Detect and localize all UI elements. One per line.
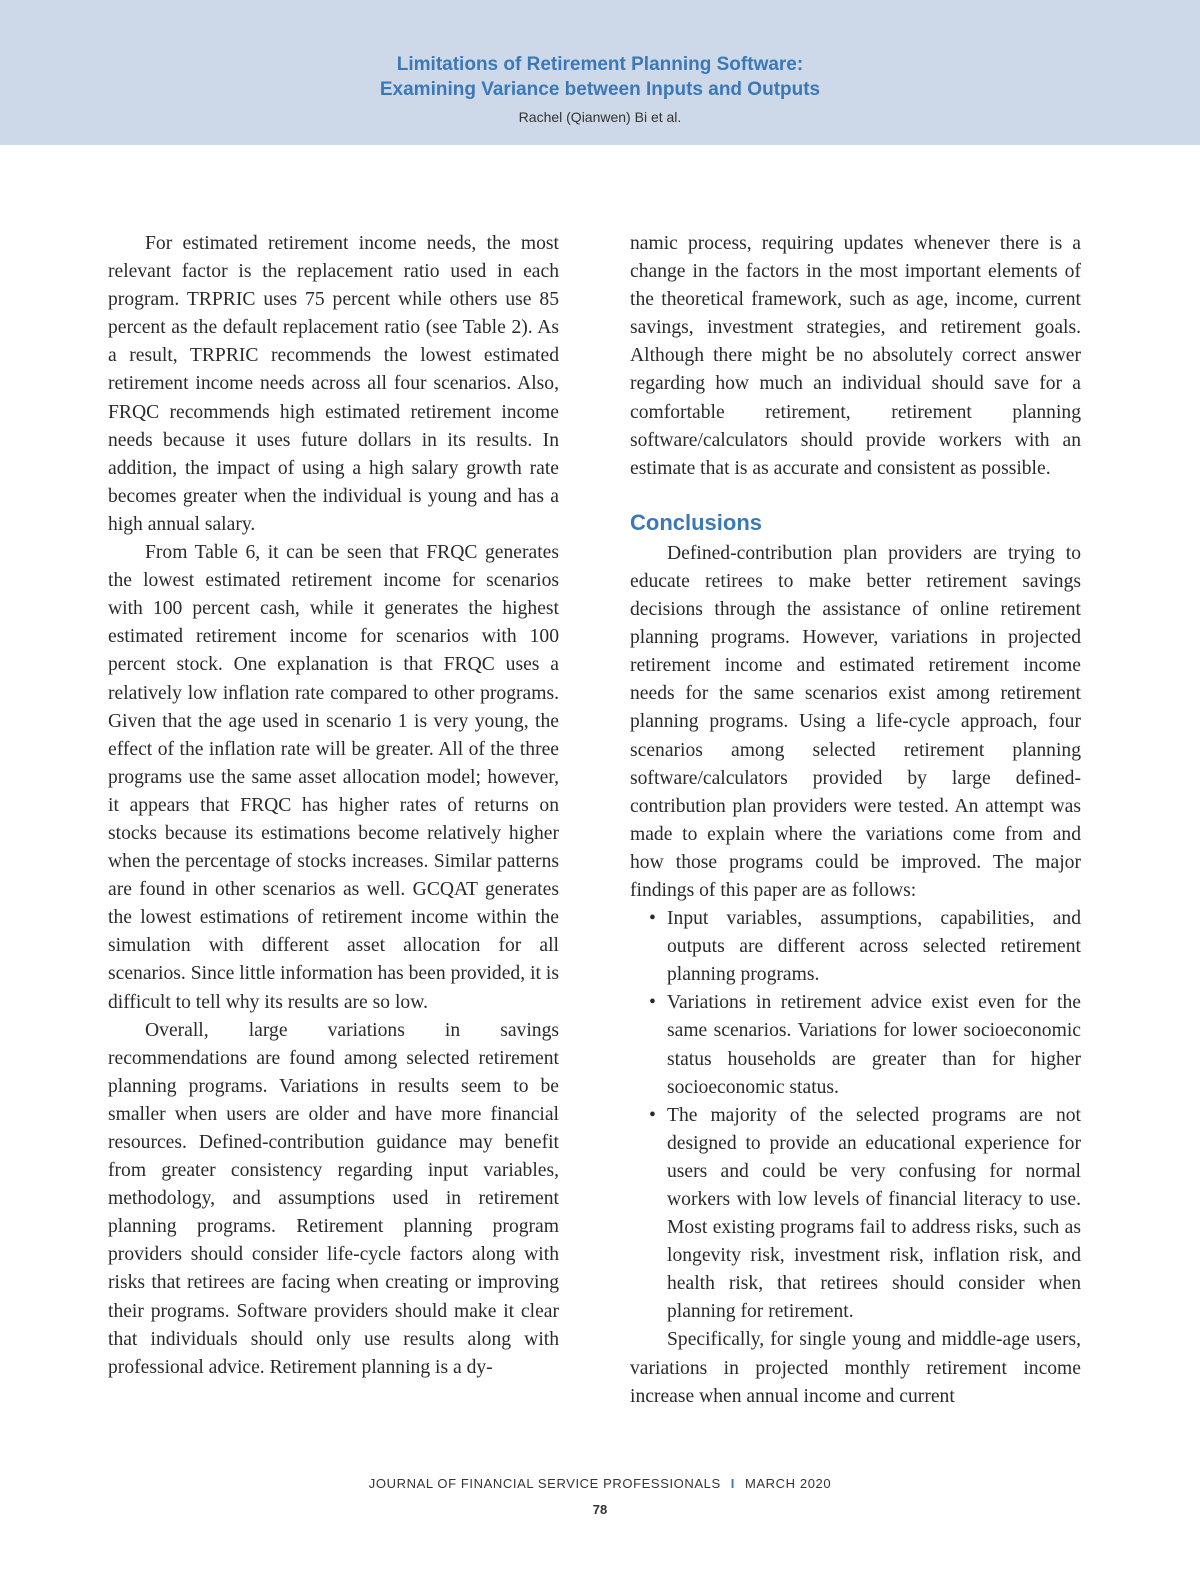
list-item-text: Variations in retirement advice exist even for the same scenarios. Variations for lower socioeconomic status households are greater than for higher socioeconomic status. xyxy=(667,992,1081,1098)
body-paragraph-continued: namic process, requiring updates whenever there is a change in the factors in the most important elements of the theoretical framework, such as age, income, current savings, investment strategies, and retirement goals. Although there might be no absolutely correct answer regarding how much an individual should save for a comfortable retirement, retirement planning software/calculators should provide workers with an estimate that is as accurate and consistent as possible. xyxy=(630,233,1081,479)
journal-name: JOURNAL OF FINANCIAL SERVICE PROFESSIONALS xyxy=(368,1476,721,1491)
running-authors: Rachel (Qianwen) Bi et al. xyxy=(518,109,682,125)
running-title-line-2: Examining Variance between Inputs and Outputs xyxy=(379,79,821,100)
footer-journal-line xyxy=(0,1476,1200,1491)
issue-date: MARCH 2020 xyxy=(744,1476,832,1491)
page-number: 78 xyxy=(592,1502,608,1517)
section-heading-conclusions: Conclusions xyxy=(630,509,763,535)
list-item-text: Input variables, assumptions, capabilities, and outputs are different across selected retirement planning programs. xyxy=(667,908,1081,986)
body-paragraph: Overall, large variations in savings recommendations are found among selected retirement planning programs. Variations in results seem to be smaller when users are older and have more financial resources. Defined-contribution guidance may benefit from greater consistency regarding input variables, methodology, and assumptions used in retirement planning programs. Retirement planning program providers should consider life-cycle factors along with risks that retirees are facing when creating or improving their programs. Software providers should make it clear that individuals should only use results along with professional advice. Retirement planning is a dy- xyxy=(108,1019,559,1378)
bullet-icon: • xyxy=(649,992,656,1014)
list-item xyxy=(630,905,1081,989)
running-title-line-1: Limitations of Retirement Planning Software: xyxy=(396,54,804,75)
footer-separator: I xyxy=(730,1476,735,1491)
left-column xyxy=(108,230,559,1382)
bullet-icon: • xyxy=(649,908,656,930)
running-title xyxy=(0,52,1200,102)
body-paragraph: Defined-contribution plan providers are trying to educate retirees to make better retirement savings decisions through the assistance of online retirement planning programs. However, variations in projected retirement income and estimated retirement income needs for the same scenarios exist among retirement planning programs. Using a life-cycle approach, four scenarios among selected retirement planning software/calculators provided by large defined-contribution plan providers were tested. An attempt was made to explain where the variations come from and how those programs could be improved. The major findings of this paper are as follows: xyxy=(630,542,1081,901)
body-paragraph: Specifically, for single young and middle-age users, variations in projected monthly retirement income increase when annual income and current xyxy=(630,1329,1081,1407)
list-item xyxy=(630,1102,1081,1327)
body-paragraph: For estimated retirement income needs, the most relevant factor is the replacement ratio used in each program. TRPRIC uses 75 percent while others use 85 percent as the default replacement ratio (see Table 2). As a result, TRPRIC recommends the lowest estimated retirement income needs across all four scenarios. Also, FRQC recommends high estimated retirement income needs because it uses future dollars in its results. In addition, the impact of using a high salary growth rate becomes greater when the individual is young and has a high annual salary. xyxy=(108,233,559,535)
right-column xyxy=(630,230,1081,1411)
body-paragraph: From Table 6, it can be seen that FRQC generates the lowest estimated retirement income for scenarios with 100 percent cash, while it generates the highest estimated retirement income for scenarios with 100 percent stock. One explanation is that FRQC uses a relatively low inflation rate compared to other programs. Given that the age used in scenario 1 is very young, the effect of the inflation rate will be greater. All of the three programs use the same asset allocation model; however, it appears that FRQC has higher rates of returns on stocks because its estimations become relatively higher when the percentage of stocks increases. Similar patterns are found in other scenarios as well. GCQAT generates the lowest estimations of retirement income within the simulation with different asset allocation for all scenarios. Since little information has been provided, it is difficult to tell why its results are so low. xyxy=(108,542,559,1013)
findings-list xyxy=(630,905,1081,1326)
bullet-icon: • xyxy=(649,1104,656,1126)
list-item xyxy=(630,989,1081,1101)
list-item-text: The majority of the selected programs are not designed to provide an educational experience for users and could be very confusing for normal workers with low levels of financial literacy to use. Most existing programs fail to address risks, such as longevity risk, investment risk, inflation risk, and health risk, that retirees should consider when planning for retirement. xyxy=(667,1104,1081,1323)
